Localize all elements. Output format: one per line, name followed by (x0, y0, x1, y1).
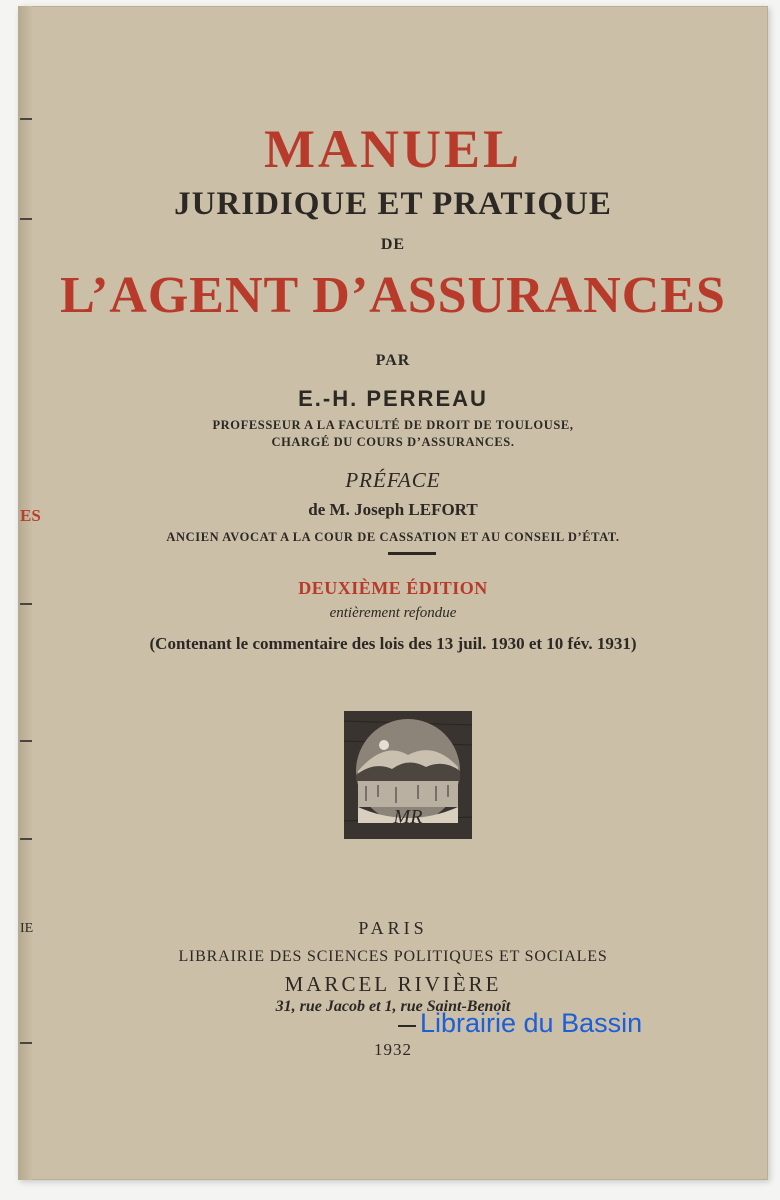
address-dash (398, 1025, 416, 1027)
author-title-line1: PROFESSEUR A LA FACULTÉ DE DROIT DE TOULOUSE, (212, 418, 574, 432)
bookseller-watermark: Librairie du Bassin (420, 1008, 643, 1038)
edition-label: DEUXIÈME ÉDITION (298, 578, 488, 598)
spine-mark (20, 740, 32, 742)
publication-year: 1932 (374, 1040, 412, 1059)
publisher-name: MARCEL RIVIÈRE (284, 972, 502, 996)
preface-heading: PRÉFACE (345, 468, 441, 492)
preface-author-title: ANCIEN AVOCAT A LA COUR DE CASSATION ET AU CONSEIL D’ÉTAT. (166, 530, 620, 544)
title-line-agent: L’AGENT D’ASSURANCES (60, 267, 726, 324)
title-line-de: DE (380, 236, 406, 253)
divider-rule (388, 552, 436, 555)
edition-note: entièrement refondue (329, 605, 457, 621)
spine-mark (20, 838, 32, 840)
preface-author: de M. Joseph LEFORT (308, 500, 478, 519)
spine-fragment: ES (20, 506, 41, 525)
edition-contents: (Contenant le commentaire des lois des 13 juil. 1930 et 10 fév. 1931) (149, 634, 637, 653)
publisher-address: 31, rue Jacob et 1, rue Saint-Benoît (275, 998, 511, 1015)
spine-fragment: IE (20, 921, 34, 936)
title-line-juridique: JURIDIQUE ET PRATIQUE (174, 186, 612, 222)
emblem-drawing (344, 711, 472, 839)
title-line-manuel: MANUEL (264, 119, 522, 179)
publisher-library: LIBRAIRIE DES SCIENCES POLITIQUES ET SOCIALES (178, 948, 608, 965)
author-name: E.-H. PERREAU (298, 386, 488, 411)
publisher-emblem-landscape-icon (344, 711, 472, 839)
publisher-city: PARIS (358, 918, 428, 938)
emblem-monogram: MR (393, 806, 423, 828)
author-by: PAR (375, 352, 411, 369)
author-title-line2: CHARGÉ DU COURS D’ASSURANCES. (271, 435, 515, 449)
